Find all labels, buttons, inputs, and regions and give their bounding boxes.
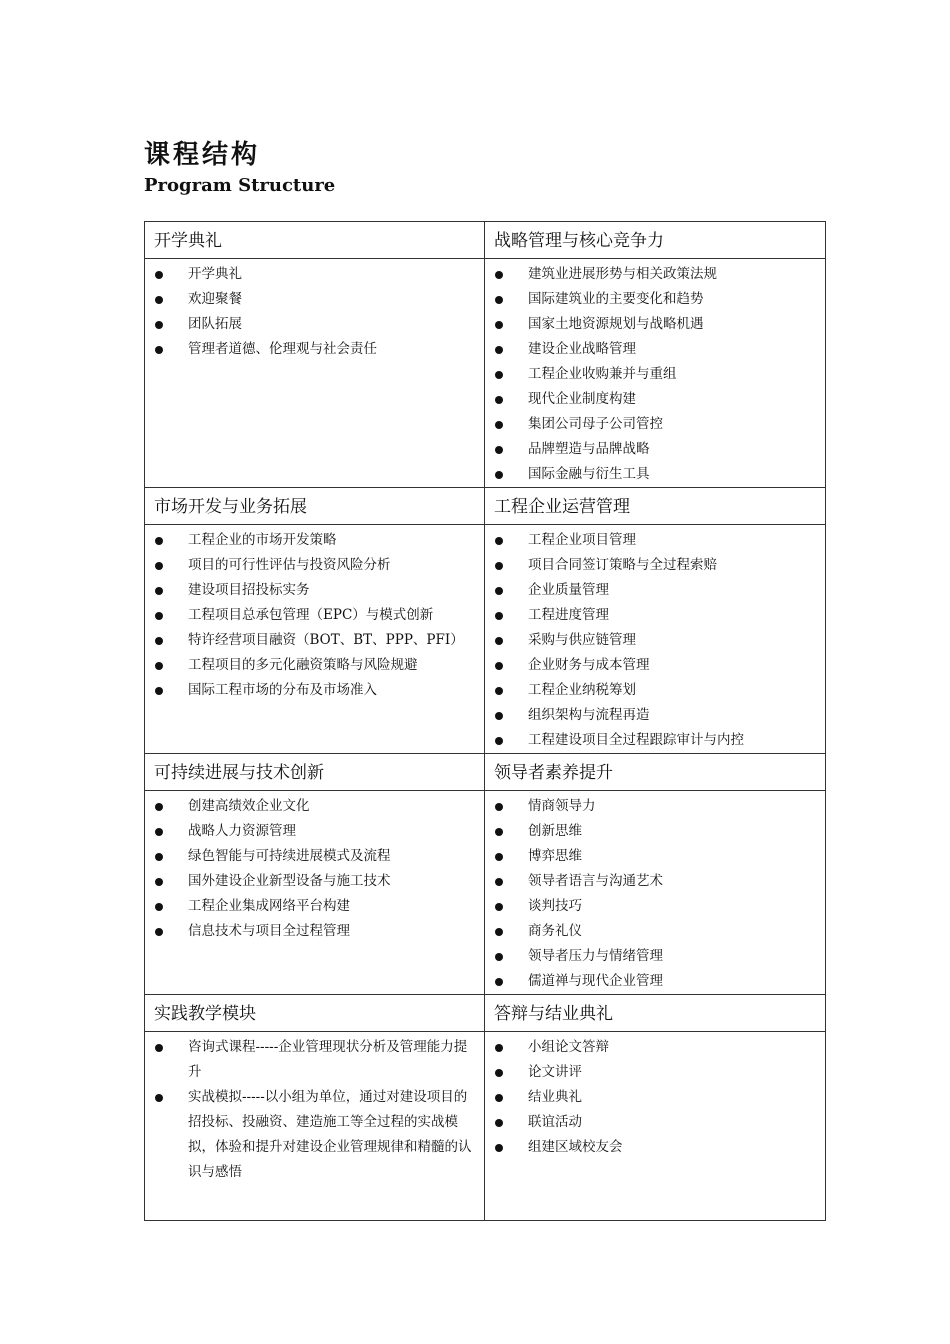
section-body-row bbox=[145, 525, 826, 754]
section-header-row bbox=[145, 488, 826, 525]
list-item bbox=[145, 553, 484, 578]
section-body-row bbox=[145, 791, 826, 995]
list-item bbox=[485, 437, 825, 462]
list-item bbox=[485, 287, 825, 312]
list-item bbox=[485, 312, 825, 337]
bullet-icon bbox=[155, 928, 163, 936]
item-list bbox=[145, 525, 484, 703]
list-item-text: 谈判技巧 bbox=[528, 898, 582, 914]
list-item-text: 企业质量管理 bbox=[528, 582, 609, 598]
list-item-text: 工程项目的多元化融资策略与风险规避 bbox=[188, 657, 418, 673]
bullet-icon bbox=[155, 1094, 163, 1102]
list-item bbox=[145, 1085, 484, 1185]
bullet-icon bbox=[495, 296, 503, 304]
list-item-text: 组织架构与流程再造 bbox=[528, 707, 650, 723]
section-body bbox=[145, 1032, 485, 1221]
list-item bbox=[485, 703, 825, 728]
list-item-text: 结业典礼 bbox=[528, 1089, 582, 1105]
bullet-icon bbox=[495, 1044, 503, 1052]
bullet-icon bbox=[155, 537, 163, 545]
list-item-text: 工程建设项目全过程跟踪审计与内控 bbox=[528, 732, 744, 748]
bullet-icon bbox=[495, 637, 503, 645]
bullet-icon bbox=[155, 803, 163, 811]
bullet-icon bbox=[155, 878, 163, 886]
list-item-text: 实战模拟-----以小组为单位，通过对建设项目的招投标、投融资、建造施工等全过程的实战模拟，体验和提升对建设企业管理规律和精髓的认识与感悟 bbox=[188, 1089, 472, 1180]
list-item bbox=[485, 628, 825, 653]
bullet-icon bbox=[495, 878, 503, 886]
item-list bbox=[485, 259, 825, 487]
bullet-icon bbox=[495, 587, 503, 595]
bullet-icon bbox=[155, 346, 163, 354]
bullet-icon bbox=[155, 296, 163, 304]
list-item bbox=[145, 528, 484, 553]
list-item bbox=[485, 869, 825, 894]
list-item bbox=[485, 919, 825, 944]
section-title: 工程企业运营管理 bbox=[485, 488, 826, 525]
list-item bbox=[485, 262, 825, 287]
section-title: 答辩与结业典礼 bbox=[485, 995, 826, 1032]
bullet-icon bbox=[495, 687, 503, 695]
list-item-text: 创新思维 bbox=[528, 823, 582, 839]
bullet-icon bbox=[495, 371, 503, 379]
bullet-icon bbox=[495, 1069, 503, 1077]
list-item-text: 项目合同签订策略与全过程索赔 bbox=[528, 557, 717, 573]
list-item-text: 工程企业项目管理 bbox=[528, 532, 636, 548]
list-item bbox=[485, 894, 825, 919]
section-header-row bbox=[145, 222, 826, 259]
bullet-icon bbox=[495, 421, 503, 429]
bullet-icon bbox=[495, 903, 503, 911]
list-item-text: 商务礼仪 bbox=[528, 923, 582, 939]
list-item bbox=[485, 462, 825, 487]
list-item-text: 建筑业进展形势与相关政策法规 bbox=[528, 266, 717, 282]
list-item bbox=[485, 969, 825, 994]
list-item bbox=[145, 919, 484, 944]
list-item bbox=[145, 312, 484, 337]
bullet-icon bbox=[495, 953, 503, 961]
page-title: 课程结构 bbox=[144, 140, 261, 170]
bullet-icon bbox=[495, 928, 503, 936]
bullet-icon bbox=[495, 537, 503, 545]
bullet-icon bbox=[495, 396, 503, 404]
list-item-text: 开学典礼 bbox=[188, 266, 242, 282]
bullet-icon bbox=[495, 471, 503, 479]
list-item-text: 工程企业集成网络平台构建 bbox=[188, 898, 350, 914]
list-item bbox=[485, 794, 825, 819]
list-item-text: 儒道禅与现代企业管理 bbox=[528, 973, 663, 989]
list-item-text: 联谊活动 bbox=[528, 1114, 582, 1130]
list-item-text: 欢迎聚餐 bbox=[188, 291, 242, 307]
list-item bbox=[145, 1035, 484, 1085]
section-body-row bbox=[145, 1032, 826, 1221]
bullet-icon bbox=[495, 562, 503, 570]
list-item-text: 工程企业的市场开发策略 bbox=[188, 532, 337, 548]
list-item bbox=[485, 528, 825, 553]
list-item-text: 博弈思维 bbox=[528, 848, 582, 864]
list-item-text: 国际建筑业的主要变化和趋势 bbox=[528, 291, 704, 307]
list-item-text: 工程进度管理 bbox=[528, 607, 609, 623]
list-item bbox=[485, 1035, 825, 1060]
list-item-text: 工程企业收购兼并与重组 bbox=[528, 366, 677, 382]
list-item-text: 团队拓展 bbox=[188, 316, 242, 332]
list-item bbox=[485, 1135, 825, 1160]
list-item-text: 国外建设企业新型设备与施工技术 bbox=[188, 873, 391, 889]
section-title: 实践教学模块 bbox=[145, 995, 485, 1032]
list-item-text: 战略人力资源管理 bbox=[188, 823, 296, 839]
item-list bbox=[145, 259, 484, 362]
section-header-row bbox=[145, 995, 826, 1032]
list-item-text: 领导者语言与沟通艺术 bbox=[528, 873, 663, 889]
list-item-text: 领导者压力与情绪管理 bbox=[528, 948, 663, 964]
item-list bbox=[485, 791, 825, 994]
item-list bbox=[145, 1032, 484, 1185]
item-list bbox=[485, 1032, 825, 1160]
list-item-text: 建设企业战略管理 bbox=[528, 341, 636, 357]
section-title: 战略管理与核心竞争力 bbox=[485, 222, 826, 259]
list-item-text: 小组论文答辩 bbox=[528, 1039, 609, 1055]
section-title: 可持续进展与技术创新 bbox=[145, 754, 485, 791]
list-item bbox=[145, 678, 484, 703]
list-item bbox=[145, 603, 484, 628]
section-body bbox=[145, 525, 485, 754]
section-header-row bbox=[145, 754, 826, 791]
bullet-icon bbox=[495, 1119, 503, 1127]
bullet-icon bbox=[495, 271, 503, 279]
bullet-icon bbox=[495, 853, 503, 861]
list-item-text: 国家土地资源规划与战略机遇 bbox=[528, 316, 704, 332]
list-item bbox=[485, 944, 825, 969]
list-item bbox=[485, 603, 825, 628]
item-list bbox=[485, 525, 825, 753]
list-item-text: 信息技术与项目全过程管理 bbox=[188, 923, 350, 939]
list-item-text: 创建高绩效企业文化 bbox=[188, 798, 310, 814]
list-item-text: 咨询式课程-----企业管理现状分析及管理能力提升 bbox=[188, 1039, 468, 1080]
section-body bbox=[485, 525, 826, 754]
bullet-icon bbox=[155, 612, 163, 620]
list-item-text: 工程企业纳税筹划 bbox=[528, 682, 636, 698]
list-item bbox=[485, 728, 825, 753]
list-item-text: 集团公司母子公司管控 bbox=[528, 416, 663, 432]
list-item bbox=[485, 1085, 825, 1110]
list-item bbox=[145, 262, 484, 287]
bullet-icon bbox=[155, 637, 163, 645]
list-item-text: 现代企业制度构建 bbox=[528, 391, 636, 407]
item-list bbox=[145, 791, 484, 944]
bullet-icon bbox=[155, 903, 163, 911]
list-item bbox=[485, 337, 825, 362]
bullet-icon bbox=[155, 687, 163, 695]
list-item-text: 国际金融与衍生工具 bbox=[528, 466, 650, 482]
bullet-icon bbox=[495, 446, 503, 454]
bullet-icon bbox=[155, 587, 163, 595]
list-item bbox=[145, 844, 484, 869]
bullet-icon bbox=[155, 853, 163, 861]
list-item bbox=[145, 794, 484, 819]
bullet-icon bbox=[495, 803, 503, 811]
bullet-icon bbox=[495, 828, 503, 836]
list-item-text: 项目的可行性评估与投资风险分析 bbox=[188, 557, 391, 573]
section-body bbox=[485, 259, 826, 488]
bullet-icon bbox=[495, 1094, 503, 1102]
bullet-icon bbox=[495, 612, 503, 620]
list-item bbox=[485, 553, 825, 578]
bullet-icon bbox=[495, 1144, 503, 1152]
bullet-icon bbox=[155, 1044, 163, 1052]
list-item-text: 建设项目招投标实务 bbox=[188, 582, 310, 598]
bullet-icon bbox=[495, 346, 503, 354]
list-item bbox=[145, 578, 484, 603]
list-item bbox=[145, 653, 484, 678]
list-item bbox=[485, 387, 825, 412]
page-subtitle: Program Structure bbox=[144, 175, 336, 196]
list-item bbox=[145, 287, 484, 312]
bullet-icon bbox=[495, 712, 503, 720]
bullet-icon bbox=[495, 321, 503, 329]
list-item bbox=[485, 362, 825, 387]
list-item-text: 情商领导力 bbox=[528, 798, 596, 814]
section-title: 市场开发与业务拓展 bbox=[145, 488, 485, 525]
list-item bbox=[485, 653, 825, 678]
section-body bbox=[145, 791, 485, 995]
section-body-row bbox=[145, 259, 826, 488]
list-item bbox=[145, 819, 484, 844]
bullet-icon bbox=[495, 978, 503, 986]
list-item-text: 特许经营项目融资（BOT、BT、PPP、PFI） bbox=[188, 632, 464, 648]
list-item-text: 管理者道德、伦理观与社会责任 bbox=[188, 341, 377, 357]
list-item bbox=[145, 337, 484, 362]
list-item bbox=[485, 844, 825, 869]
list-item-text: 论文讲评 bbox=[528, 1064, 582, 1080]
list-item bbox=[485, 578, 825, 603]
list-item bbox=[145, 894, 484, 919]
section-body bbox=[485, 1032, 826, 1221]
list-item-text: 采购与供应链管理 bbox=[528, 632, 636, 648]
bullet-icon bbox=[155, 662, 163, 670]
bullet-icon bbox=[155, 828, 163, 836]
section-title: 开学典礼 bbox=[145, 222, 485, 259]
list-item bbox=[485, 1060, 825, 1085]
bullet-icon bbox=[495, 662, 503, 670]
list-item-text: 组建区域校友会 bbox=[528, 1139, 623, 1155]
list-item bbox=[485, 819, 825, 844]
program-table bbox=[144, 221, 826, 1221]
list-item bbox=[145, 869, 484, 894]
bullet-icon bbox=[155, 271, 163, 279]
section-title: 领导者素养提升 bbox=[485, 754, 826, 791]
section-body bbox=[145, 259, 485, 488]
list-item-text: 工程项目总承包管理（EPC）与模式创新 bbox=[188, 607, 434, 623]
bullet-icon bbox=[155, 562, 163, 570]
list-item bbox=[485, 412, 825, 437]
list-item-text: 企业财务与成本管理 bbox=[528, 657, 650, 673]
list-item-text: 国际工程市场的分布及市场准入 bbox=[188, 682, 377, 698]
list-item bbox=[485, 678, 825, 703]
list-item-text: 绿色智能与可持续进展模式及流程 bbox=[188, 848, 391, 864]
list-item bbox=[485, 1110, 825, 1135]
list-item-text: 品牌塑造与品牌战略 bbox=[528, 441, 650, 457]
bullet-icon bbox=[495, 737, 503, 745]
bullet-icon bbox=[155, 321, 163, 329]
section-body bbox=[485, 791, 826, 995]
list-item bbox=[145, 628, 484, 653]
